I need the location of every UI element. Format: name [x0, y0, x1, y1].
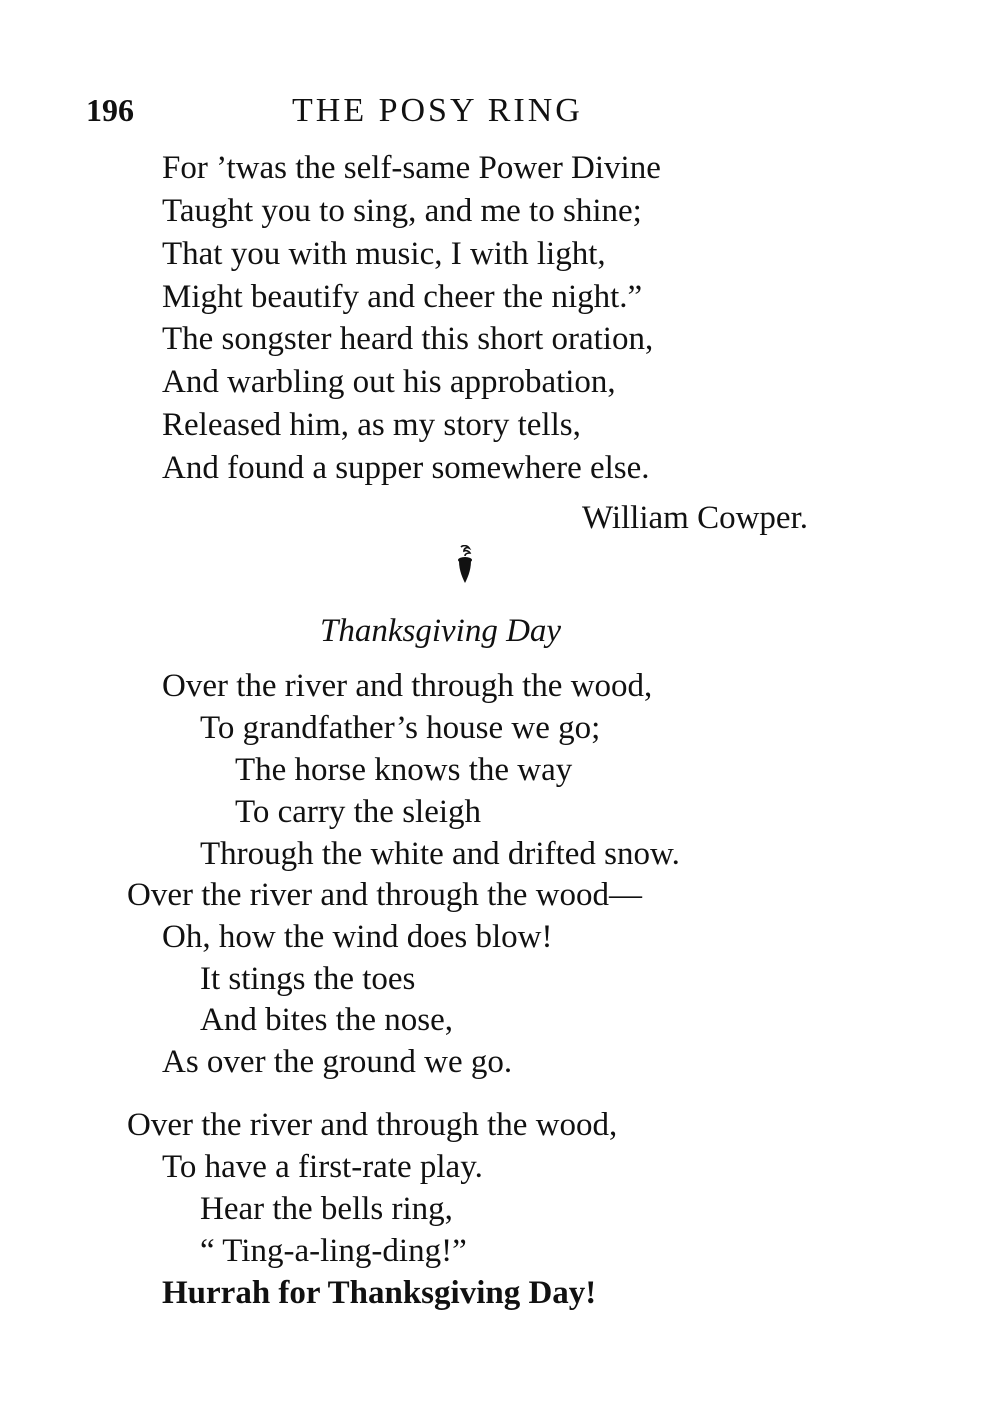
poem-line: “ Ting-a-ling-ding!”	[200, 1233, 467, 1269]
poem-line: Released him, as my story tells,	[162, 407, 581, 443]
poem-line: Oh, how the wind does blow!	[162, 919, 553, 955]
poem-line: Over the river and through the wood—	[127, 877, 643, 913]
poem-line: The horse knows the way	[235, 752, 573, 788]
poem-line: And bites the nose,	[200, 1002, 453, 1038]
poem-line: And warbling out his approbation,	[162, 364, 616, 400]
poem-line: Over the river and through the wood,	[162, 668, 653, 704]
poem-line: To have a first-rate play.	[162, 1149, 483, 1185]
poem-line: For ’twas the self-same Power Divine	[162, 150, 661, 186]
poem-line: The songster heard this short oration,	[162, 321, 654, 357]
poem-line: It stings the toes	[200, 961, 416, 997]
poem-line: And found a supper somewhere else.	[162, 450, 650, 486]
poem-line: As over the ground we go.	[162, 1044, 513, 1080]
poem-line: Might beautify and cheer the night.”	[162, 279, 643, 315]
author-attribution: William Cowper.	[582, 500, 808, 536]
poem-title: Thanksgiving Day	[320, 613, 562, 649]
poem-line: Hear the bells ring,	[200, 1191, 453, 1227]
running-title: THE POSY RING	[292, 92, 583, 129]
poem-line: Through the white and drifted snow.	[200, 836, 680, 872]
poem-line: Taught you to sing, and me to shine;	[162, 193, 642, 229]
poem-line: Hurrah for Thanksgiving Day!	[162, 1275, 597, 1311]
poem-line: Over the river and through the wood,	[127, 1107, 618, 1143]
acorn-ornament-icon	[452, 545, 478, 585]
poem-line: To grandfather’s house we go;	[200, 710, 601, 746]
poem-line: That you with music, I with light,	[162, 236, 606, 272]
poem-line: To carry the sleigh	[235, 794, 482, 830]
page-number: 196	[86, 92, 134, 128]
